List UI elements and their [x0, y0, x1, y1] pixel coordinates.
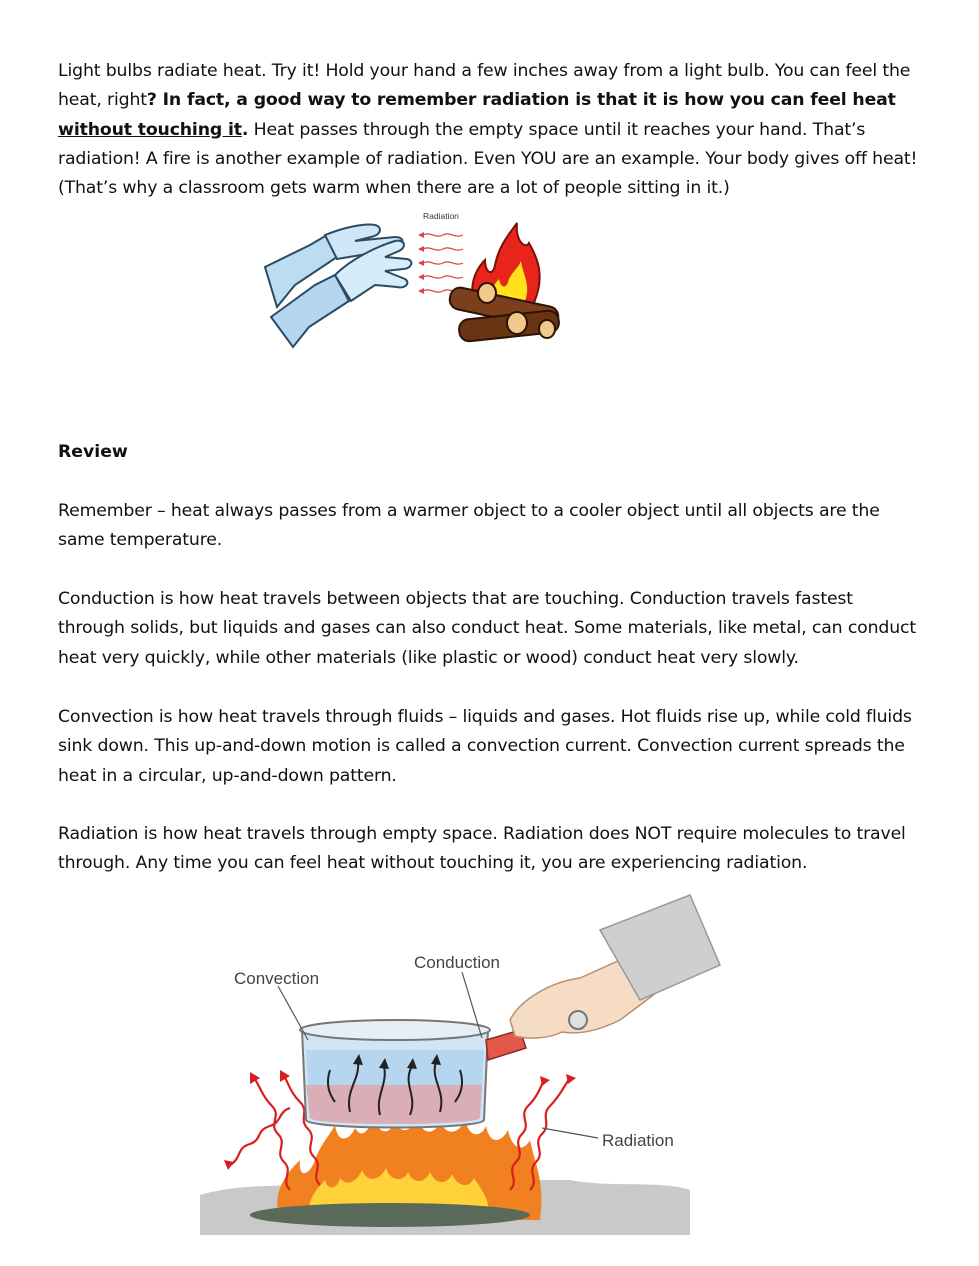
hand-icon	[510, 895, 720, 1038]
intro-text-1: Light bulbs radiate heat. Try it! Hold your hand a few inches away from a light bulb. You can feel the heat, right	[58, 61, 911, 111]
radiation-label: Radiation	[602, 1131, 674, 1150]
radiation-pointer	[542, 1128, 598, 1138]
review-heading: Review	[58, 442, 128, 462]
intro-bold-2: .	[241, 119, 249, 140]
intro-bold-underline: without touching it	[58, 119, 242, 140]
review-paragraph-2: Conduction is how heat travels between objects that are touching. Conduction travels fastest through solids, but liquids and gases can also conduct heat. Some materials, like metal, can conduct heat very quickly, while other materials (like plastic or wood) conduct heat very slowly.	[58, 589, 916, 668]
intro-bold-1: ? In fact, a good way to remember radiation is that it is how you can feel heat	[146, 90, 896, 111]
review-paragraph-1: Remember – heat always passes from a warmer object to a cooler object until all objects are the same temperature.	[58, 501, 880, 551]
hands-icon	[265, 224, 411, 347]
heat-wave-arrows	[423, 234, 463, 292]
intro-text-2: Heat passes through the empty space until it reaches your hand. That’s radiation! A fire is another example of radiation. Even YOU are an example. Your body gives off heat! (That’s why a classroom gets warm when there are a lot of people sitting in it.)	[58, 119, 918, 199]
wave-arrowheads	[418, 232, 424, 294]
pot-icon	[300, 1020, 526, 1128]
radiation-label-small: Radiation	[423, 211, 459, 221]
campfire-icon	[448, 223, 560, 342]
conduction-label: Conduction	[414, 953, 501, 972]
radiation-hands-fire-figure	[255, 205, 565, 360]
intro-paragraph	[58, 57, 920, 203]
convection-label: Convection	[234, 969, 320, 988]
review-paragraph-3: Convection is how heat travels through fluids – liquids and gases. Hot fluids rise up, while cold fluids sink down. This up-and-down motion is called a convection current. Convection current spreads the heat in a circular, up-and-down pattern.	[58, 707, 912, 786]
fire-icon	[250, 1118, 541, 1227]
review-paragraph-4: Radiation is how heat travels through empty space. Radiation does NOT require molecules to travel through. Any time you can feel heat without touching it, you are experiencing radiation.	[58, 824, 906, 874]
convection-pointer	[278, 986, 308, 1040]
heat-transfer-pot-figure	[190, 890, 730, 1235]
